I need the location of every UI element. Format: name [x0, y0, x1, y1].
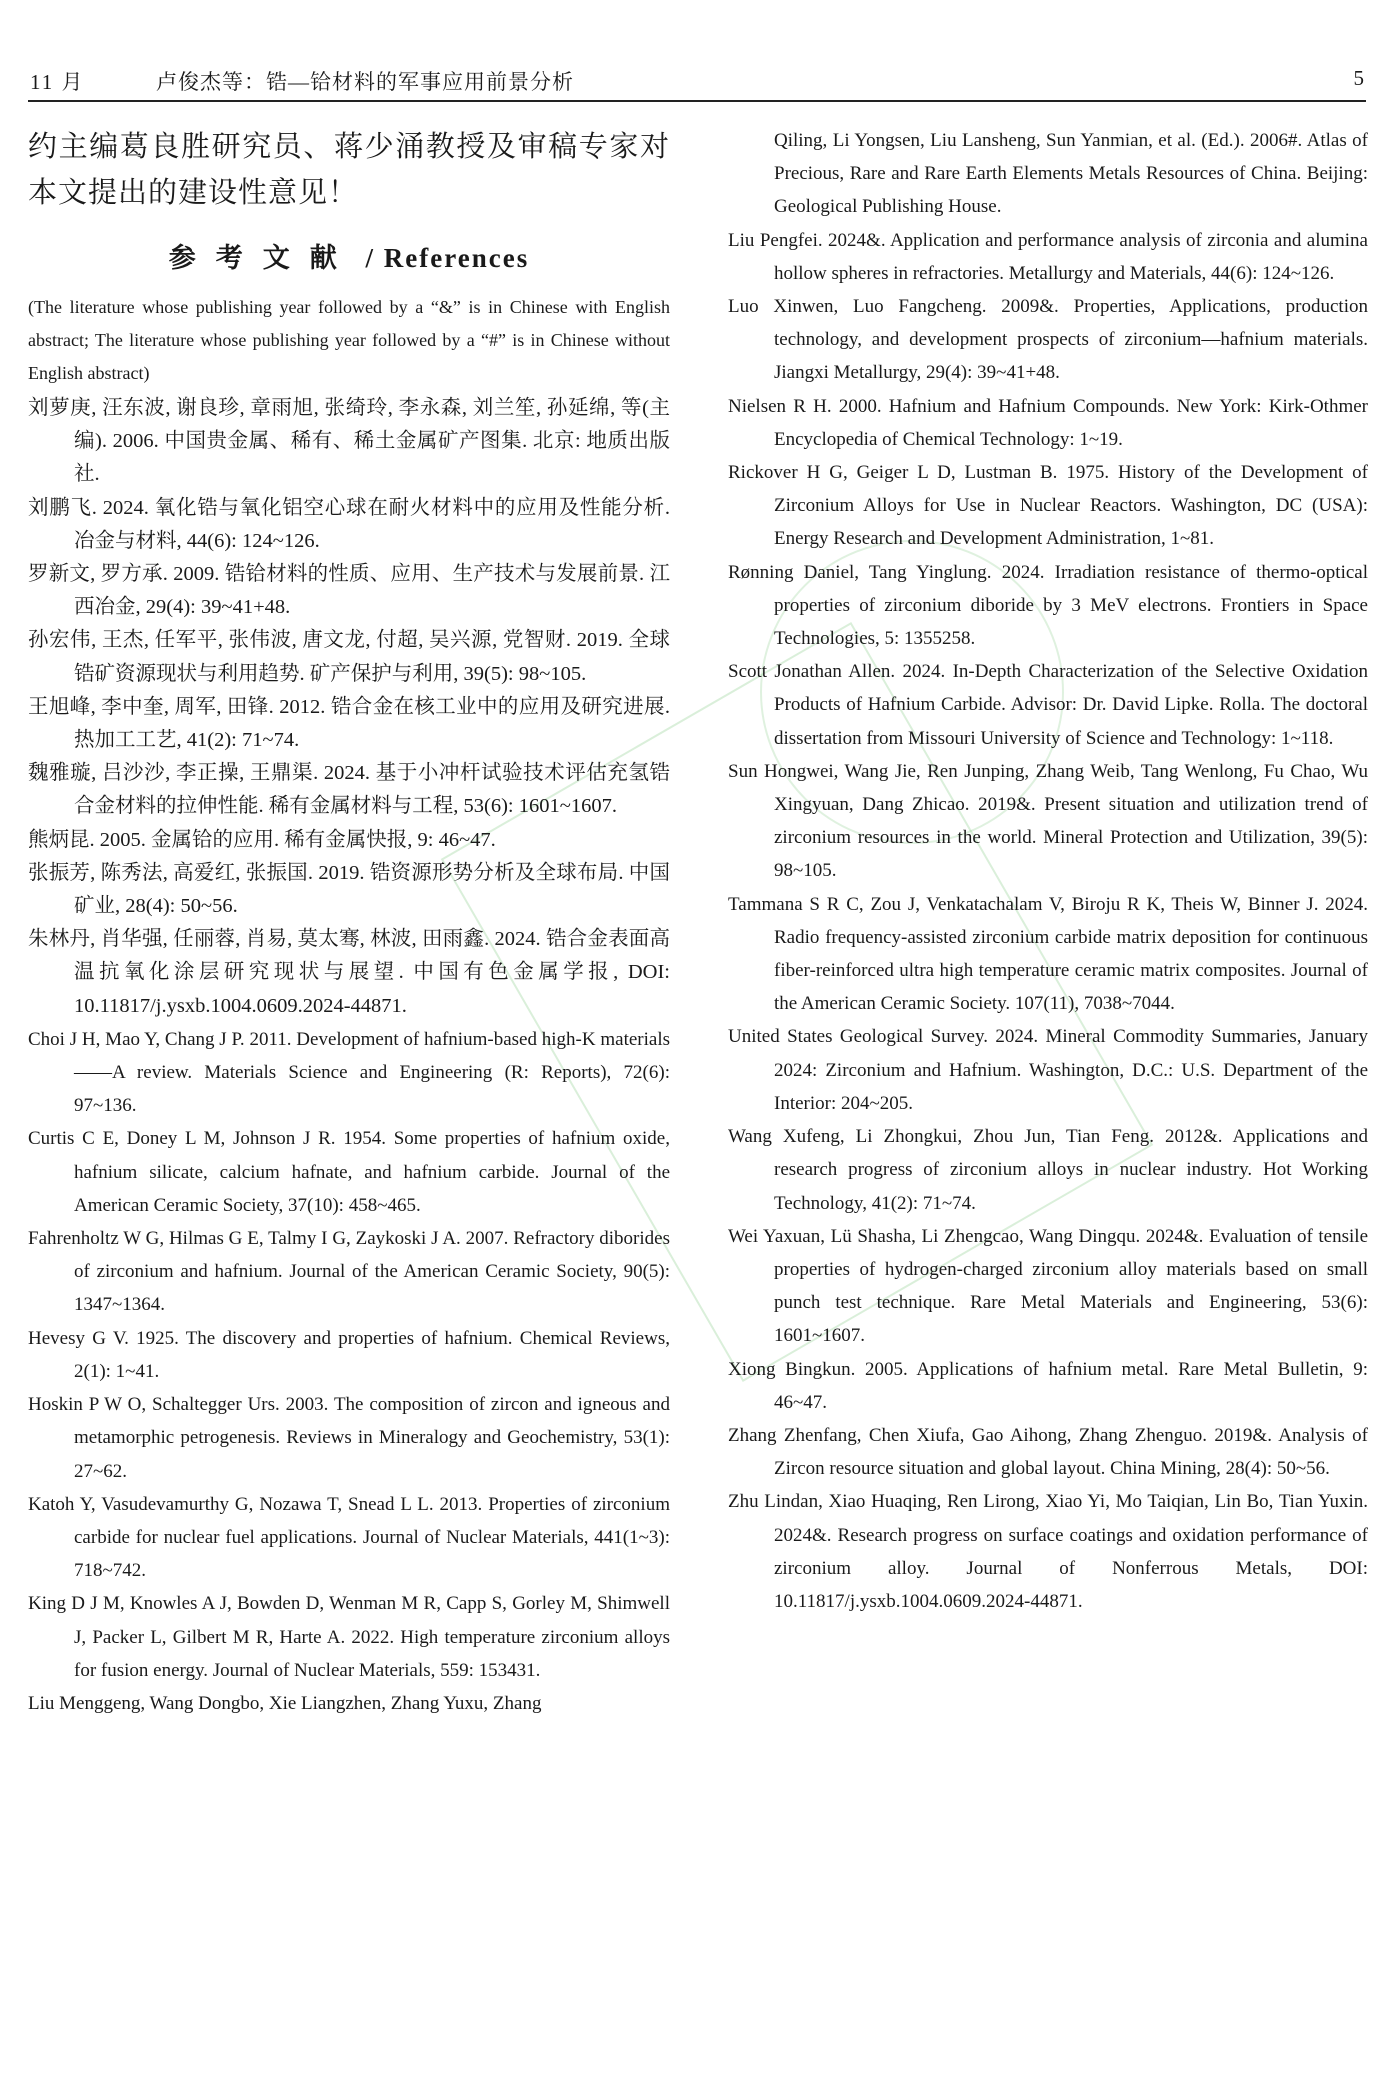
- reference-entry: King D J M, Knowles A J, Bowden D, Wenman M R, Capp S, Gorley M, Shimwell J, Packer L, Gilbert M R, Harte A. 2022. High temperature zirconium alloys for fusion energy. Journal of Nuclear Materials, 559: 153431.: [28, 1593, 670, 1681]
- reference-entry: 孙宏伟, 王杰, 任军平, 张伟波, 唐文龙, 付超, 吴兴源, 党智财. 2019. 全球锆矿资源现状与利用趋势. 矿产保护与利用, 39(5): 98~105.: [28, 629, 670, 685]
- reference-entry: Liu Pengfei. 2024&. Application and performance analysis of zirconia and alumina hollow spheres in refractories. Metallurgy and Materials, 44(6): 124~126.: [728, 229, 1368, 284]
- reference-entry: Luo Xinwen, Luo Fangcheng. 2009&. Properties, Applications, production technology, and development prospects of zirconium—hafnium materials. Jiangxi Metallurgy, 29(4): 39~41+48.: [728, 296, 1368, 384]
- reference-entry: Hevesy G V. 1925. The discovery and properties of hafnium. Chemical Reviews, 2(1): 1~41.: [28, 1327, 670, 1382]
- reference-entry: Scott Jonathan Allen. 2024. In-Depth Characterization of the Selective Oxidation Products of Hafnium Carbide. Advisor: Dr. David Lipke. Rolla. The doctoral dissertation from Missouri University of Science and Technology: 1~118.: [728, 661, 1368, 749]
- reference-entry: Qiling, Li Yongsen, Liu Lansheng, Sun Yanmian, et al. (Ed.). 2006#. Atlas of Precious, Rare and Rare Earth Elements Metals Resources of China. Beijing: Geological Publishing House.: [774, 130, 1368, 218]
- reference-entry: Rickover H G, Geiger L D, Lustman B. 1975. History of the Development of Zirconium Alloys for Use in Nuclear Reactors. Washington, DC (USA): Energy Research and Development Administration, 1~81.: [728, 462, 1368, 550]
- reference-entry: 魏雅璇, 吕沙沙, 李正操, 王鼎渠. 2024. 基于小冲杆试验技术评估充氢锆合金材料的拉伸性能. 稀有金属材料与工程, 53(6): 1601~1607.: [28, 762, 670, 818]
- language-note: (The literature whose publishing year followed by a “&” is in Chinese with English abstract; The literature whose publishing year followed by a “#” is in Chinese without English abstract): [28, 297, 670, 383]
- reference-entry: Tammana S R C, Zou J, Venkatachalam V, Biroju R K, Theis W, Binner J. 2024. Radio frequency-assisted zirconium carbide matrix deposition for continuous fiber-reinforced ultra high temperature ceramic matrix composites. Journal of the American Ceramic Society. 107(11), 7038~7044.: [728, 893, 1368, 1015]
- header-rule: [28, 100, 1366, 102]
- reference-entry: 熊炳昆. 2005. 金属铪的应用. 稀有金属快报, 9: 46~47.: [28, 828, 496, 851]
- references-heading-cn: 参考文献: [168, 243, 357, 273]
- references-heading-sep: /: [365, 243, 376, 273]
- reference-entry: Liu Menggeng, Wang Dongbo, Xie Liangzhen, Zhang Yuxu, Zhang: [28, 1692, 542, 1714]
- reference-entry: Curtis C E, Doney L M, Johnson J R. 1954. Some properties of hafnium oxide, hafnium silicate, calcium hafnate, and hafnium carbide. Journal of the American Ceramic Society, 37(10): 458~465.: [28, 1128, 670, 1216]
- page-number: 5: [1353, 66, 1364, 90]
- issue-month: 11 月: [30, 70, 85, 94]
- reference-entry: Fahrenholtz W G, Hilmas G E, Talmy I G, Zaykoski J A. 2007. Refractory diborides of zirconium and hafnium. Journal of the American Ceramic Society, 90(5): 1347~1364.: [28, 1228, 670, 1316]
- references-heading-en: References: [383, 243, 530, 273]
- reference-entry: Rønning Daniel, Tang Yinglung. 2024. Irradiation resistance of thermo-optical properties of zirconium diboride by 3 MeV electrons. Frontiers in Space Technologies, 5: 1355258.: [728, 561, 1368, 650]
- reference-entry: Xiong Bingkun. 2005. Applications of hafnium metal. Rare Metal Bulletin, 9: 46~47.: [728, 1358, 1368, 1413]
- running-title: 卢俊杰等：锆—铪材料的军事应用前景分析: [156, 70, 574, 94]
- reference-entry: 刘萝庚, 汪东波, 谢良珍, 章雨旭, 张绮玲, 李永森, 刘兰笙, 孙延绵, 等(主编). 2006. 中国贵金属、稀有、稀土金属矿产图集. 北京: 地质出版社.: [28, 397, 670, 486]
- left-column: [28, 124, 670, 1720]
- reference-entry: Zhu Lindan, Xiao Huaqing, Ren Lirong, Xiao Yi, Mo Taiqian, Lin Bo, Tian Yuxin. 2024&. Research progress on surface coatings and oxidation performance of zirconium alloy. Journal of Nonferrous Metals, DOI: 10.11817/j.ysxb.1004.0609.2024-44871.: [728, 1491, 1368, 1612]
- reference-entry: Hoskin P W O, Schaltegger Urs. 2003. The composition of zircon and igneous and metamorphic petrogenesis. Reviews in Mineralogy and Geochemistry, 53(1): 27~62.: [28, 1394, 670, 1482]
- reference-list-left: [28, 392, 670, 1720]
- reference-entry: Zhang Zhenfang, Chen Xiufa, Gao Aihong, Zhang Zhenguo. 2019&. Analysis of Zircon resource situation and global layout. China Mining, 28(4): 50~56.: [728, 1424, 1368, 1480]
- reference-entry: 刘鹏飞. 2024. 氧化锆与氧化铝空心球在耐火材料中的应用及性能分析. 冶金与材料, 44(6): 124~126.: [28, 496, 670, 552]
- references-heading: [28, 236, 670, 275]
- reference-entry: 罗新文, 罗方承. 2009. 锆铪材料的性质、应用、生产技术与发展前景. 江西冶金, 29(4): 39~41+48.: [28, 563, 670, 619]
- reference-entry: Katoh Y, Vasudevamurthy G, Nozawa T, Snead L L. 2013. Properties of zirconium carbide for nuclear fuel applications. Journal of Nuclear Materials, 441(1~3): 718~742.: [28, 1493, 670, 1582]
- reference-list-right: [728, 124, 1368, 1618]
- reference-entry: Choi J H, Mao Y, Chang J P. 2011. Development of hafnium-based high-K materials——A review. Materials Science and Engineering (R: Reports), 72(6): 97~136.: [28, 1028, 670, 1117]
- running-header: [30, 66, 1364, 100]
- right-column: [728, 124, 1368, 1618]
- reference-entry: 王旭峰, 李中奎, 周军, 田锋. 2012. 锆合金在核工业中的应用及研究进展. 热加工工艺, 41(2): 71~74.: [28, 695, 670, 752]
- acknowledgement-text: 约主编葛良胜研究员、蒋少涌教授及审稿专家对本文提出的建设性意见！: [28, 131, 670, 209]
- reference-entry: United States Geological Survey. 2024. Mineral Commodity Summaries, January 2024: Zirconium and Hafnium. Washington, D.C.: U.S. Department of the Interior: 204~205.: [728, 1026, 1368, 1114]
- reference-entry: Nielsen R H. 2000. Hafnium and Hafnium Compounds. New York: Kirk-Othmer Encyclopedia of Chemical Technology: 1~19.: [728, 395, 1368, 450]
- reference-entry: Wang Xufeng, Li Zhongkui, Zhou Jun, Tian Feng. 2012&. Applications and research progress of zirconium alloys in nuclear industry. Hot Working Technology, 41(2): 71~74.: [728, 1126, 1368, 1214]
- reference-entry: Sun Hongwei, Wang Jie, Ren Junping, Zhang Weib, Tang Wenlong, Fu Chao, Wu Xingyuan, Dang Zhicao. 2019&. Present situation and utilization trend of zirconium resources in the world. Mineral Protection and Utilization, 39(5): 98~105.: [728, 760, 1368, 882]
- reference-entry: Wei Yaxuan, Lü Shasha, Li Zhengcao, Wang Dingqu. 2024&. Evaluation of tensile properties of hydrogen-charged zirconium alloy materials based on small punch test technique. Rare Metal Materials and Engineering, 53(6): 1601~1607.: [728, 1225, 1368, 1347]
- reference-entry: 朱林丹, 肖华强, 任丽蓉, 肖易, 莫太骞, 林波, 田雨鑫. 2024. 锆合金表面高温抗氧化涂层研究现状与展望. 中国有色金属学报, DOI: 10.11817/j.ysxb.1004.0609.2024-44871.: [28, 928, 670, 1017]
- reference-entry: 张振芳, 陈秀法, 高爱红, 张振国. 2019. 锆资源形势分析及全球布局. 中国矿业, 28(4): 50~56.: [28, 861, 670, 918]
